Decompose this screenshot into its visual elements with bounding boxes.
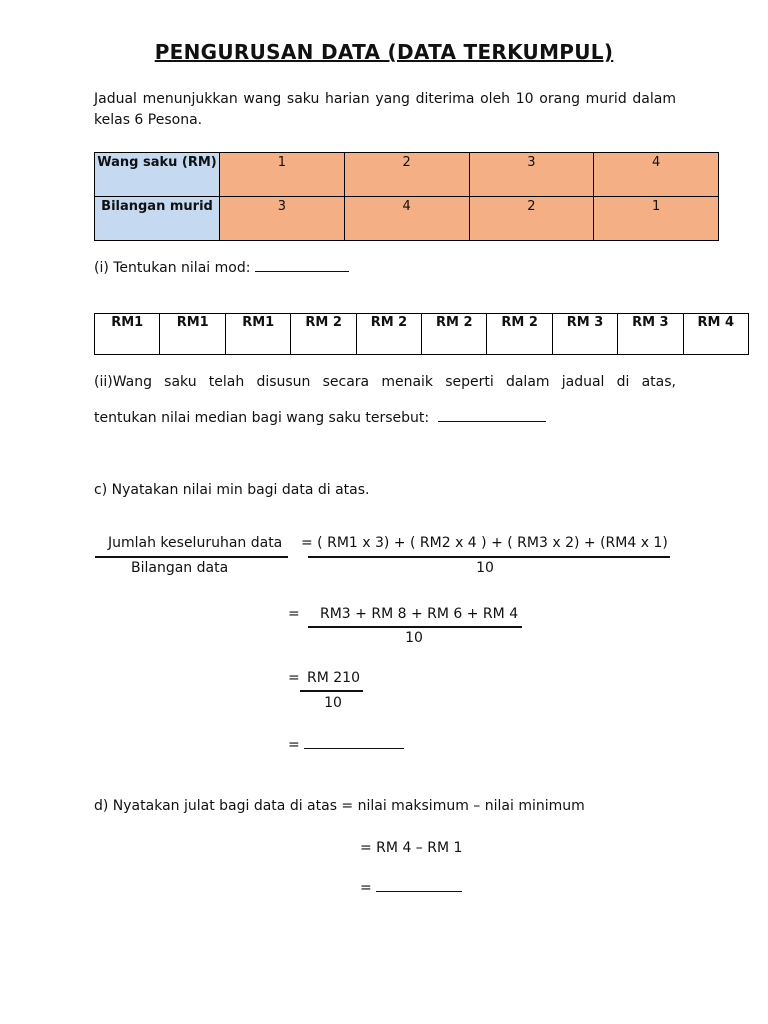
question-d: d) Nyatakan julat bagi data di atas = nilai maksimum – nilai minimum — [94, 798, 585, 814]
question-ii-text: tentukan nilai median bagi wang saku tersebut: — [94, 410, 430, 426]
formula-eq1-denominator: 10 — [476, 560, 494, 576]
row-header-bilangan-murid: Bilangan murid — [95, 197, 220, 241]
question-ii-line1: (ii)Wang saku telah disusun secara menaik seperti dalam jadual di atas, — [94, 374, 676, 390]
table-cell: RM 2 — [487, 314, 552, 355]
pocket-money-table — [94, 152, 719, 241]
table-cell: RM1 — [160, 314, 225, 355]
table-cell: RM1 — [225, 314, 290, 355]
question-c: c) Nyatakan nilai min bagi data di atas. — [94, 482, 370, 498]
range-step-1: = RM 4 – RM 1 — [360, 840, 463, 856]
table-row — [95, 153, 719, 197]
question-ii-line2 — [94, 408, 546, 429]
fraction-bar — [300, 690, 363, 692]
table-row — [95, 197, 719, 241]
formula-eq2-sign: = — [288, 606, 300, 622]
table-cell: 1 — [220, 153, 345, 197]
table-cell: RM 2 — [291, 314, 356, 355]
range-step-2 — [360, 878, 462, 899]
formula-eq4 — [288, 735, 404, 756]
table-cell: 4 — [594, 153, 719, 197]
row-header-wang-saku: Wang saku (RM) — [95, 153, 220, 197]
answer-blank-mod[interactable] — [255, 258, 349, 272]
intro-paragraph: Jadual menunjukkan wang saku harian yang diterima oleh 10 orang murid dalam kelas 6 Pesona. — [94, 91, 676, 128]
formula-eq1-numerator: = ( RM1 x 3) + ( RM2 x 4 ) + ( RM3 x 2) + (RM4 x 1) — [301, 535, 668, 551]
formula-eq4-sign: = — [288, 737, 300, 753]
table-cell: 1 — [594, 197, 719, 241]
formula-left-numerator: Jumlah keseluruhan data — [108, 535, 283, 551]
answer-blank-range[interactable] — [376, 878, 462, 892]
formula-eq2-denominator: 10 — [405, 630, 423, 646]
table-cell: 2 — [344, 153, 469, 197]
question-i — [94, 258, 349, 279]
table-cell: RM 3 — [552, 314, 617, 355]
table-cell: 4 — [344, 197, 469, 241]
table-cell: 3 — [469, 153, 594, 197]
table-row — [95, 314, 749, 355]
range-step-2-sign: = — [360, 880, 372, 896]
table-cell: RM 2 — [356, 314, 421, 355]
table-cell: 2 — [469, 197, 594, 241]
formula-eq2-numerator: RM3 + RM 8 + RM 6 + RM 4 — [320, 606, 519, 622]
table-cell: RM 2 — [422, 314, 487, 355]
table-cell: RM1 — [95, 314, 160, 355]
table-cell: RM 4 — [683, 314, 748, 355]
formula-eq3-numerator: RM 210 — [307, 670, 360, 686]
sorted-values-table — [94, 313, 749, 355]
answer-blank-median[interactable] — [438, 408, 546, 422]
formula-left-denominator: Bilangan data — [131, 560, 229, 576]
question-i-text: (i) Tentukan nilai mod: — [94, 260, 251, 276]
table-cell: RM 3 — [618, 314, 683, 355]
page-title: PENGURUSAN DATA (DATA TERKUMPUL) — [154, 40, 614, 64]
formula-eq3-sign: = — [288, 670, 300, 686]
answer-blank-mean[interactable] — [304, 735, 404, 749]
formula-eq3-denominator: 10 — [324, 695, 342, 711]
table-cell: 3 — [220, 197, 345, 241]
